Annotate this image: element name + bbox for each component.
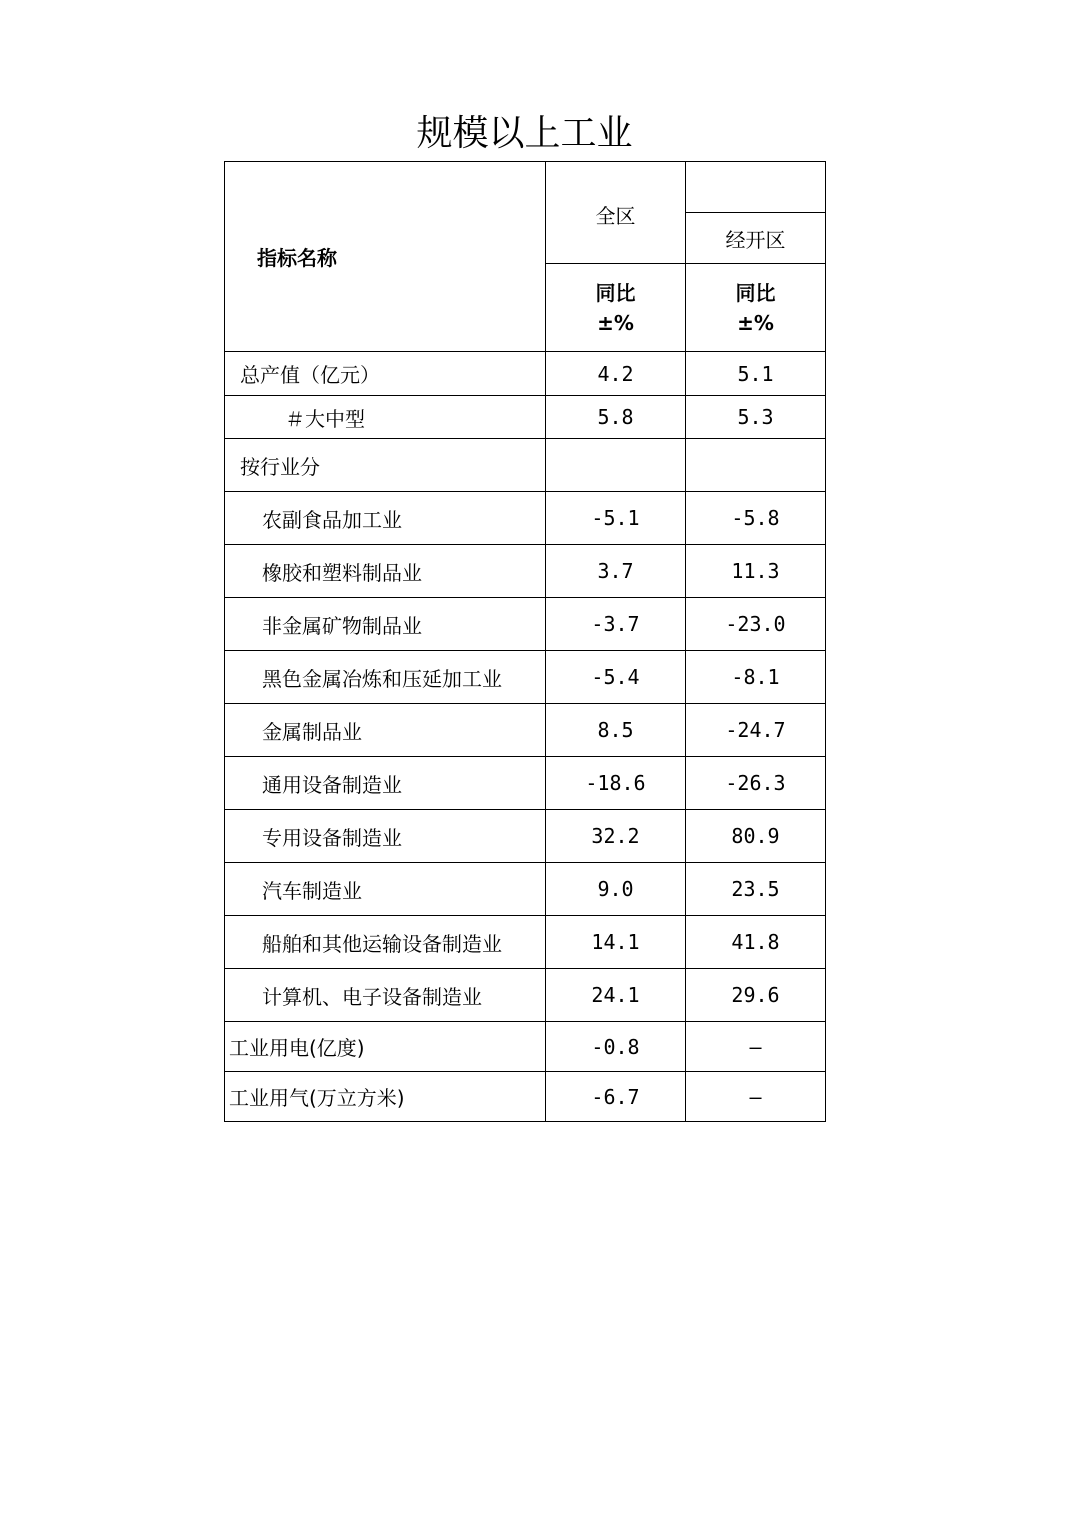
value-all: 5.8 (546, 396, 686, 439)
region-dev-zone-header: 经开区 (686, 213, 826, 264)
value-zone: 23.5 (686, 863, 826, 916)
row-name: 金属制品业 (225, 704, 546, 757)
row-name: 计算机、电子设备制造业 (225, 969, 546, 1022)
value-zone: 5.3 (686, 396, 826, 439)
row-name: 非金属矿物制品业 (225, 598, 546, 651)
yoy-header-zone (686, 264, 826, 352)
value-zone: -26.3 (686, 757, 826, 810)
yoy-label: 同比 (735, 280, 776, 305)
yoy-unit: ±% (737, 310, 774, 335)
table-row (225, 1072, 826, 1122)
row-name: 专用设备制造业 (225, 810, 546, 863)
value-zone: 41.8 (686, 916, 826, 969)
table-row (225, 969, 826, 1022)
table-row (225, 352, 826, 396)
row-name: 总产值（亿元） (225, 352, 546, 396)
yoy-label: 同比 (595, 280, 636, 305)
value-zone: 29.6 (686, 969, 826, 1022)
value-all: 14.1 (546, 916, 686, 969)
value-zone: -23.0 (686, 598, 826, 651)
yoy-unit: ±% (597, 310, 634, 335)
table-row (225, 757, 826, 810)
value-zone: 11.3 (686, 545, 826, 598)
indicator-name-header: 指标名称 (225, 162, 546, 352)
table-row (225, 545, 826, 598)
header-row-1 (225, 162, 826, 213)
row-name: ＃大中型 (225, 396, 546, 439)
statistics-table (224, 161, 826, 1122)
row-name: 农副食品加工业 (225, 492, 546, 545)
row-name: 工业用电(亿度) (225, 1022, 546, 1072)
value-zone: 5.1 (686, 352, 826, 396)
row-name: 船舶和其他运输设备制造业 (225, 916, 546, 969)
value-all (546, 439, 686, 492)
table-row (225, 916, 826, 969)
row-name: 工业用气(万立方米) (225, 1072, 546, 1122)
table-row (225, 439, 826, 492)
empty-header-cell (686, 162, 826, 213)
value-zone: -5.8 (686, 492, 826, 545)
page-title: 规模以上工业 (416, 113, 633, 154)
value-zone: — (686, 1022, 826, 1072)
value-zone: -8.1 (686, 651, 826, 704)
table-row (225, 598, 826, 651)
row-name: 通用设备制造业 (225, 757, 546, 810)
table-row (225, 492, 826, 545)
value-all: 3.7 (546, 545, 686, 598)
table-row (225, 704, 826, 757)
value-all: -5.4 (546, 651, 686, 704)
table-row (225, 1022, 826, 1072)
table-row (225, 810, 826, 863)
row-name: 汽车制造业 (225, 863, 546, 916)
table-row (225, 396, 826, 439)
value-all: -18.6 (546, 757, 686, 810)
value-zone: 80.9 (686, 810, 826, 863)
row-name: 黑色金属冶炼和压延加工业 (225, 651, 546, 704)
row-name: 按行业分 (225, 439, 546, 492)
region-all-header: 全区 (546, 162, 686, 264)
value-all: 8.5 (546, 704, 686, 757)
row-name: 橡胶和塑料制品业 (225, 545, 546, 598)
value-all: -0.8 (546, 1022, 686, 1072)
value-all: -6.7 (546, 1072, 686, 1122)
table-row (225, 651, 826, 704)
value-zone: — (686, 1072, 826, 1122)
yoy-header-all (546, 264, 686, 352)
value-all: 32.2 (546, 810, 686, 863)
value-zone (686, 439, 826, 492)
value-all: -5.1 (546, 492, 686, 545)
table-row (225, 863, 826, 916)
value-all: 24.1 (546, 969, 686, 1022)
value-all: -3.7 (546, 598, 686, 651)
value-all: 4.2 (546, 352, 686, 396)
value-zone: -24.7 (686, 704, 826, 757)
value-all: 9.0 (546, 863, 686, 916)
